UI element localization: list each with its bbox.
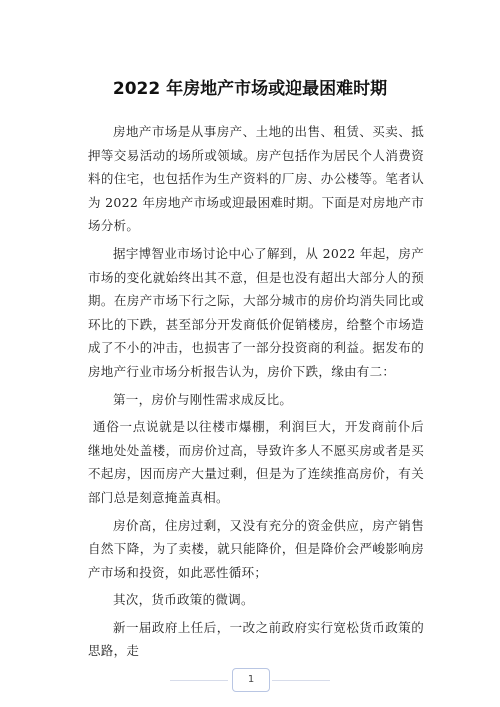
footer-divider-left bbox=[170, 680, 228, 681]
page-number: 1 bbox=[232, 668, 270, 692]
document-body bbox=[88, 120, 424, 667]
paragraph-intro: 房地产市场是从事房产、土地的出售、租赁、买卖、抵押等交易活动的场所或领域。房产包括作为居民个人消费资料的住宅，也包括作为生产资料的厂房、办公楼等。笔者认为 2022 年房地产市场或迎最困难时期。下面是对房地产市场分析。 bbox=[88, 124, 424, 234]
page-footer bbox=[0, 664, 500, 694]
paragraph-monetary-policy: 新一届政府上任后，一改之前政府实行宽松货币政策的思路，走 bbox=[88, 619, 424, 659]
paragraph-reason-one: 第一，房价与刚性需求成反比。 bbox=[113, 391, 293, 407]
document-title: 2022 年房地产市场或迎最困难时期 bbox=[112, 79, 388, 99]
footer-divider-right bbox=[272, 680, 330, 681]
paragraph-oversupply: 房价高，住房过剩，又没有充分的资金供应，房产销售自然下降，为了卖楼，就只能降价，但是降价会严峻影响房产市场和投资，如此恶性循环； bbox=[88, 517, 424, 580]
paragraph-market-change: 据宇博智业市场讨论中心了解到，从 2022 年起，房产市场的变化就始终出其不意，但是也没有超出大部分人的预期。在房产市场下行之际，大部分城市的房价均消失同比或环比的下跌，甚至部分开发商低价促销楼房，给整个市场造成了不小的冲击，也损害了一部分投资商的利益。据发布的房地产行业市场分析报告认为，房价下跌，缘由有二： bbox=[88, 245, 424, 379]
paragraph-reason-two: 其次，货币政策的微调。 bbox=[113, 592, 254, 608]
paragraph-explanation: 通俗一点说就是以往楼市爆棚，利润巨大，开发商前仆后继地处处盖楼，而房价过高，导致许多人不愿买房或者是买不起房，因而房产大量过剩，但是为了连续推高房价，有关部门总是刻意掩盖真相。 bbox=[88, 419, 424, 505]
